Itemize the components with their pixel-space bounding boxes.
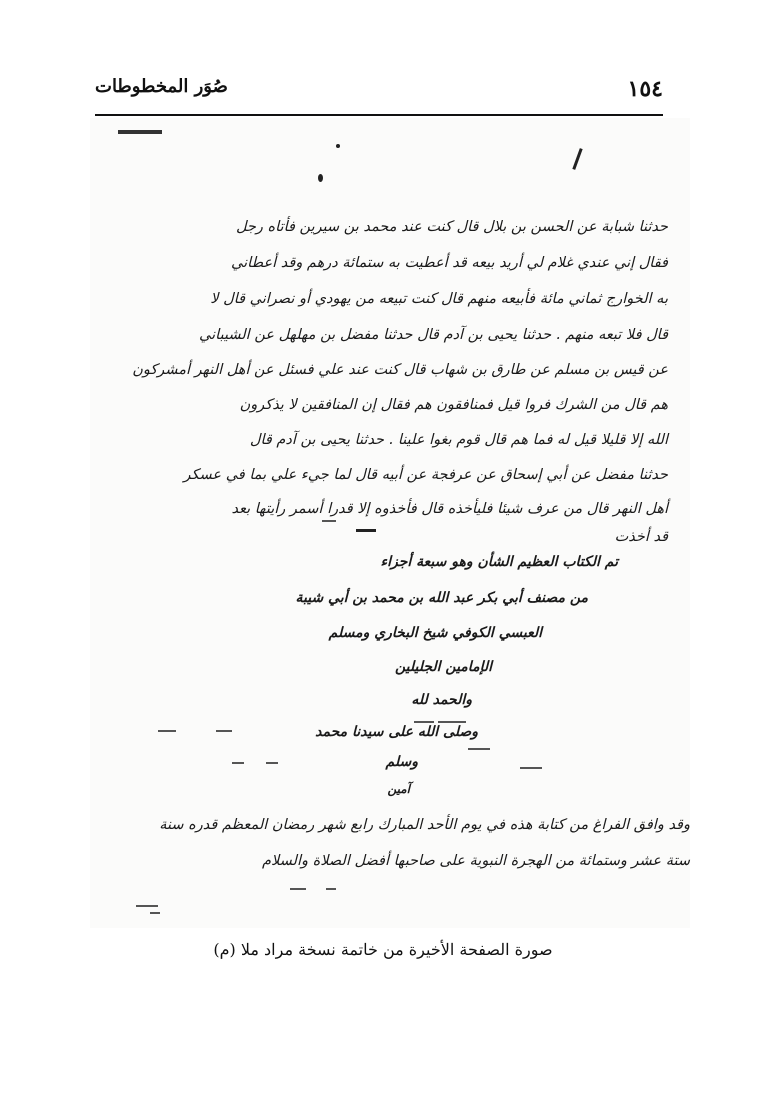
manuscript-line-10: قد أخذت [614,529,668,545]
ink-dot [336,144,340,148]
manuscript-image [90,118,690,928]
manuscript-line-8: حدثنا مفضل عن أبي إسحاق عن عرفجة عن أبيه قال لما جيء علي بما في عسكر [183,467,668,483]
ink-stroke [572,148,582,170]
colophon-line-4: الإمامين الجليلين [394,659,492,675]
colophon-line-3: العبسي الكوفي شيخ البخاري ومسلم [328,625,542,641]
manuscript-line-1: حدثنا شبابة عن الحسن بن بلال قال كنت عند محمد بن سيرين فأتاه رجل [235,219,668,235]
ink-dash [266,762,278,764]
ink-dot [318,174,323,182]
ink-dash [468,748,490,750]
ink-dash [414,721,434,723]
margin-mark [118,130,162,134]
ink-dash [136,905,158,907]
manuscript-line-3: به الخوارج ثماني مائة فأبيعه منهم قال كنت تبيعه من يهودي أو نصراني قال لا [210,291,668,307]
header-rule [95,114,663,116]
ink-dash [216,730,232,732]
page-number: ١٥٤ [627,76,663,102]
colophon-line-1: تم الكتاب العظيم الشأن وهو سبعة أجزاء [380,554,618,570]
colophon-line-2: من مصنف أبي بكر عبد الله بن محمد بن أبي شيبة [295,590,588,606]
ink-dash [356,529,376,532]
ink-dash [322,520,336,522]
final-line-2: ستة عشر وستمائة من الهجرة النبوية على صاحبها أفضل الصلاة والسلام [261,853,690,869]
ink-dash [158,730,176,732]
colophon-line-8: آمين [387,782,410,796]
final-line-1: وقد وافق الفراغ من كتابة هذه في يوم الأحد المبارك رابع شهر رمضان المعظم قدره سنة [159,817,690,833]
manuscript-line-2: فقال إني عندي غلام لي أريد بيعه قد أعطيت به ستمائة درهم وقد أعطاني [231,255,668,271]
ink-dash [326,888,336,890]
ink-dash [450,721,466,723]
ink-dash [232,762,244,764]
figure-caption: صورة الصفحة الأخيرة من خاتمة نسخة مراد ملا (م) [213,940,553,959]
ink-dash [520,767,542,769]
running-title: صُوَر المخطوطات [95,76,228,97]
ink-dash [290,888,306,890]
manuscript-line-6: هم قال من الشرك فروا قيل فمنافقون هم فقال إن المنافقين لا يذكرون [239,397,668,413]
manuscript-line-4: قال فلا تبعه منهم . حدثنا يحيى بن آدم قال حدثنا مفضل بن مهلهل عن الشيباني [199,327,668,343]
ink-dash [150,912,160,914]
page-header [95,70,663,112]
manuscript-line-7: الله إلا قليلا قيل له فما هم قال قوم بغوا علينا . حدثنا يحيى بن آدم قال [249,432,668,448]
manuscript-line-5: عن قيس بن مسلم عن طارق بن شهاب قال كنت عند علي فسئل عن أهل النهر أمشركون [132,362,668,378]
colophon-line-5: والحمد لله [411,692,472,708]
colophon-line-6: وصلى الله على سيدنا محمد [315,724,478,740]
colophon-line-7: وسلم [385,754,418,770]
manuscript-line-9: أهل النهر قال من عرف شيئا فليأخذه قال فأخذوه إلا قدرا أسمر رأيتها بعد [231,501,668,517]
